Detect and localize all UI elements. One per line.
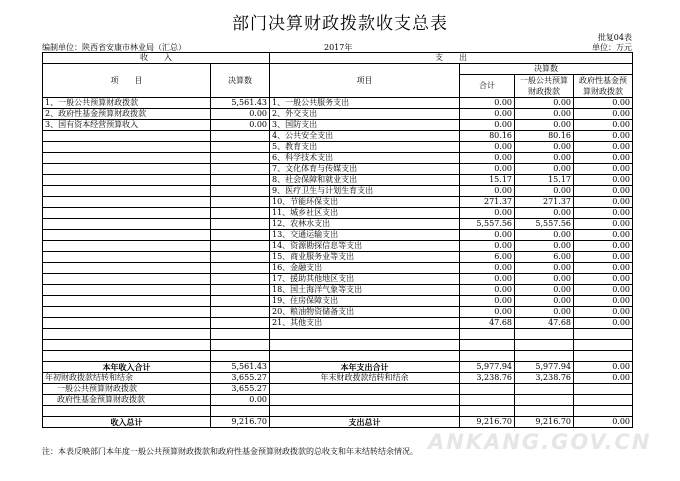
income-item-label: 1、一般公共预算财政拨款: [43, 98, 211, 109]
table-row: [43, 362, 633, 373]
table-footnote: 注：本表反映部门本年度一般公共预算财政拨款和政府性基金预算财政拨款的总收支和年末结转结余情况。: [42, 447, 418, 456]
expense-total-value: 0.00: [460, 285, 515, 296]
income-item-value: 5,561.43: [211, 98, 270, 109]
expense-total-value: 0.00: [460, 98, 515, 109]
empty-cell: [43, 318, 211, 329]
table-row: [43, 373, 633, 384]
expense-fund-value: 0.00: [574, 142, 633, 153]
expense-total-value: 6.00: [460, 252, 515, 263]
empty-cell: [211, 296, 270, 307]
expense-general-value: 0.00: [515, 142, 574, 153]
empty-cell: [43, 241, 211, 252]
empty-cell: [515, 406, 574, 417]
empty-cell: [574, 329, 633, 340]
income-grand-total-value: 9,216.70: [211, 417, 270, 428]
expense-fund-value: 0.00: [574, 197, 633, 208]
table-row: [43, 208, 633, 219]
table-row: [43, 120, 633, 131]
empty-cell: [270, 351, 460, 362]
page-title: 部门决算财政拨款收支总表: [232, 14, 448, 34]
empty-cell: [43, 219, 211, 230]
expense-total-value: 0.00: [460, 153, 515, 164]
expense-total-value: 0.00: [460, 142, 515, 153]
income-section-header: 收 入: [43, 53, 270, 64]
carryover-begin-label: 年初财政拨款结转和结余: [43, 373, 211, 384]
empty-cell: [43, 164, 211, 175]
empty-cell: [211, 329, 270, 340]
empty-cell: [43, 131, 211, 142]
table-row: [43, 318, 633, 329]
table-row: [43, 395, 633, 406]
empty-cell: [43, 186, 211, 197]
expense-fund-value: 0.00: [574, 175, 633, 186]
expense-general-value: 5,557.56: [515, 219, 574, 230]
expense-total-value: 47.68: [460, 318, 515, 329]
empty-cell: [211, 186, 270, 197]
empty-cell: [43, 406, 211, 417]
total-column-header: 合计: [460, 75, 515, 98]
expense-grand-total-label: 支出总计: [270, 417, 460, 428]
empty-cell: [211, 351, 270, 362]
year-income-total-value: 5,561.43: [211, 362, 270, 373]
table-row: [43, 274, 633, 285]
report-year: 2017年: [324, 43, 353, 52]
empty-cell: [43, 153, 211, 164]
expense-fund-value: 0.00: [574, 274, 633, 285]
expense-general-value: 0.00: [515, 164, 574, 175]
income-grand-total-label: 收入总计: [43, 417, 211, 428]
empty-cell: [270, 329, 460, 340]
table-row: [43, 252, 633, 263]
empty-cell: [211, 318, 270, 329]
expense-section-header: 支 出: [270, 53, 633, 64]
empty-cell: [211, 274, 270, 285]
empty-cell: [211, 175, 270, 186]
table-row: [43, 186, 633, 197]
expense-total-value: 0.00: [460, 109, 515, 120]
carry-fund-label: 政府性基金预算财政拨款: [43, 395, 211, 406]
empty-cell: [211, 252, 270, 263]
expense-item-label: 21、其他支出: [270, 318, 460, 329]
empty-cell: [515, 395, 574, 406]
empty-cell: [270, 384, 460, 395]
expense-general-value: 0.00: [515, 274, 574, 285]
expense-fund-value: 0.00: [574, 186, 633, 197]
expense-fund-value: 0.00: [574, 252, 633, 263]
year-income-total-label: 本年收入合计: [43, 362, 211, 373]
empty-cell: [270, 406, 460, 417]
empty-cell: [270, 395, 460, 406]
empty-cell: [211, 142, 270, 153]
compiling-unit: 编制单位：陕西省安康市林业局（汇总）: [42, 43, 186, 52]
general-budget-column-header: 一般公共预算财政拨款: [515, 75, 574, 98]
empty-cell: [43, 208, 211, 219]
empty-cell: [574, 406, 633, 417]
expense-fund-value: 0.00: [574, 219, 633, 230]
expense-item-header: 项目: [270, 64, 460, 98]
expense-general-value: 15.17: [515, 175, 574, 186]
expense-general-value: 0.00: [515, 186, 574, 197]
expense-item-label: 7、文化体育与传媒支出: [270, 164, 460, 175]
expense-total-value: 15.17: [460, 175, 515, 186]
empty-cell: [574, 395, 633, 406]
expense-fund-value: 0.00: [574, 208, 633, 219]
expense-total-value: 0.00: [460, 230, 515, 241]
expense-general-value: 6.00: [515, 252, 574, 263]
empty-cell: [211, 263, 270, 274]
expense-total-value: 80.16: [460, 131, 515, 142]
expense-total-value: 0.00: [460, 307, 515, 318]
empty-cell: [211, 307, 270, 318]
expense-general-value: 0.00: [515, 296, 574, 307]
expense-general-value: 0.00: [515, 241, 574, 252]
empty-cell: [460, 406, 515, 417]
expense-fund-value: 0.00: [574, 307, 633, 318]
table-row: [43, 98, 633, 109]
expense-item-label: 6、科学技术支出: [270, 153, 460, 164]
expense-item-label: 10、节能环保支出: [270, 197, 460, 208]
expense-fund-value: 0.00: [574, 120, 633, 131]
expense-general-value: 0.00: [515, 208, 574, 219]
table-row: [43, 241, 633, 252]
empty-cell: [211, 219, 270, 230]
expense-total-value: 5,557.56: [460, 219, 515, 230]
empty-cell: [270, 340, 460, 351]
expense-item-label: 1、一般公共服务支出: [270, 98, 460, 109]
carryover-end-general-value: 3,238.76: [515, 373, 574, 384]
expense-item-label: 16、金融支出: [270, 263, 460, 274]
empty-cell: [460, 395, 515, 406]
carryover-end-fund-value: 0.00: [574, 373, 633, 384]
expense-general-value: 47.68: [515, 318, 574, 329]
year-expense-total-label: 本年支出合计: [270, 362, 460, 373]
site-watermark: ANKANG.GOV.CN: [428, 430, 652, 454]
expense-fund-value: 0.00: [574, 285, 633, 296]
expense-grand-general-value: 9,216.70: [515, 417, 574, 428]
carry-fund-value: 0.00: [211, 395, 270, 406]
table-row: [43, 406, 633, 417]
empty-cell: [211, 131, 270, 142]
expense-item-label: 13、交通运输支出: [270, 230, 460, 241]
empty-cell: [43, 175, 211, 186]
empty-cell: [515, 329, 574, 340]
expense-general-value: 0.00: [515, 153, 574, 164]
carryover-end-total-value: 3,238.76: [460, 373, 515, 384]
expense-item-label: 17、援助其他地区支出: [270, 274, 460, 285]
expense-fund-value: 0.00: [574, 109, 633, 120]
income-item-value: 0.00: [211, 109, 270, 120]
expense-final-header: 决算数: [460, 64, 633, 75]
empty-cell: [211, 340, 270, 351]
empty-cell: [515, 351, 574, 362]
empty-cell: [515, 340, 574, 351]
empty-cell: [460, 351, 515, 362]
table-row: [43, 307, 633, 318]
table-row: [43, 417, 633, 428]
currency-unit: 单位：万元: [592, 43, 632, 52]
expense-general-value: 0.00: [515, 307, 574, 318]
table-row: [43, 340, 633, 351]
expense-item-label: 12、农林水支出: [270, 219, 460, 230]
expense-general-value: 0.00: [515, 109, 574, 120]
empty-cell: [211, 197, 270, 208]
income-amount-header: 决算数: [211, 64, 270, 98]
empty-cell: [211, 241, 270, 252]
table-row: [43, 230, 633, 241]
expense-item-label: 9、医疗卫生与计划生育支出: [270, 186, 460, 197]
expense-total-value: 0.00: [460, 164, 515, 175]
year-expense-total-value: 5,977.94: [460, 362, 515, 373]
expense-general-value: 80.16: [515, 131, 574, 142]
empty-cell: [43, 296, 211, 307]
expense-total-value: 0.00: [460, 241, 515, 252]
empty-cell: [43, 142, 211, 153]
table-row: [43, 351, 633, 362]
year-expense-general-value: 5,977.94: [515, 362, 574, 373]
expense-fund-value: 0.00: [574, 230, 633, 241]
expense-total-value: 0.00: [460, 296, 515, 307]
expense-general-value: 0.00: [515, 263, 574, 274]
table-row: [43, 131, 633, 142]
table-row: [43, 175, 633, 186]
expense-general-value: 0.00: [515, 285, 574, 296]
carryover-begin-value: 3,655.27: [211, 373, 270, 384]
table-row: [43, 384, 633, 395]
income-item-header: 项 目: [43, 64, 211, 98]
year-expense-fund-value: 0.00: [574, 362, 633, 373]
expense-fund-value: 0.00: [574, 98, 633, 109]
empty-cell: [43, 351, 211, 362]
table-row: [43, 142, 633, 153]
table-row: [43, 153, 633, 164]
empty-cell: [43, 307, 211, 318]
empty-cell: [43, 340, 211, 351]
empty-cell: [460, 340, 515, 351]
expense-item-label: 3、国防支出: [270, 120, 460, 131]
expense-fund-value: 0.00: [574, 296, 633, 307]
expense-fund-value: 0.00: [574, 241, 633, 252]
table-row: [43, 197, 633, 208]
table-row: [43, 219, 633, 230]
empty-cell: [211, 208, 270, 219]
empty-cell: [43, 274, 211, 285]
table-number: 批复04表: [597, 33, 632, 42]
empty-cell: [211, 164, 270, 175]
expense-item-label: 14、资源勘探信息等支出: [270, 241, 460, 252]
expense-fund-value: 0.00: [574, 263, 633, 274]
table-row: [43, 285, 633, 296]
expense-fund-value: 0.00: [574, 164, 633, 175]
empty-cell: [43, 285, 211, 296]
expense-general-value: 0.00: [515, 120, 574, 131]
fund-budget-column-header: 政府性基金预算财政拨款: [574, 75, 633, 98]
empty-cell: [574, 384, 633, 395]
expense-general-value: 0.00: [515, 230, 574, 241]
empty-cell: [43, 329, 211, 340]
expense-total-value: 0.00: [460, 274, 515, 285]
expense-general-value: 271.37: [515, 197, 574, 208]
fiscal-summary-table: [42, 52, 633, 428]
expense-item-label: 15、商业服务业等支出: [270, 252, 460, 263]
expense-grand-fund-value: 0.00: [574, 417, 633, 428]
empty-cell: [211, 406, 270, 417]
expense-fund-value: 0.00: [574, 318, 633, 329]
income-item-value: 0.00: [211, 120, 270, 131]
expense-item-label: 18、国土海洋气象等支出: [270, 285, 460, 296]
carry-general-value: 3,655.27: [211, 384, 270, 395]
empty-cell: [460, 384, 515, 395]
expense-total-value: 0.00: [460, 186, 515, 197]
empty-cell: [211, 285, 270, 296]
expense-item-label: 20、粮油物资储备支出: [270, 307, 460, 318]
table-row: [43, 329, 633, 340]
empty-cell: [211, 153, 270, 164]
empty-cell: [574, 351, 633, 362]
expense-total-value: 0.00: [460, 120, 515, 131]
expense-grand-total-value: 9,216.70: [460, 417, 515, 428]
empty-cell: [43, 252, 211, 263]
table-row: [43, 109, 633, 120]
empty-cell: [43, 197, 211, 208]
expense-general-value: 0.00: [515, 98, 574, 109]
expense-total-value: 0.00: [460, 208, 515, 219]
expense-item-label: 2、外交支出: [270, 109, 460, 120]
expense-item-label: 5、教育支出: [270, 142, 460, 153]
expense-item-label: 19、住房保障支出: [270, 296, 460, 307]
empty-cell: [460, 329, 515, 340]
table-row: [43, 296, 633, 307]
empty-cell: [211, 230, 270, 241]
expense-total-value: 0.00: [460, 263, 515, 274]
expense-item-label: 8、社会保障和就业支出: [270, 175, 460, 186]
table-row: [43, 263, 633, 274]
income-item-label: 3、国有资本经营预算收入: [43, 120, 211, 131]
expense-item-label: 11、城乡社区支出: [270, 208, 460, 219]
expense-item-label: 4、公共安全支出: [270, 131, 460, 142]
table-row: [43, 164, 633, 175]
carryover-end-label: 年末财政拨款结转和结余: [270, 373, 460, 384]
empty-cell: [574, 340, 633, 351]
empty-cell: [43, 263, 211, 274]
empty-cell: [515, 384, 574, 395]
income-item-label: 2、政府性基金预算财政拨款: [43, 109, 211, 120]
empty-cell: [43, 230, 211, 241]
expense-total-value: 271.37: [460, 197, 515, 208]
expense-fund-value: 0.00: [574, 153, 633, 164]
carry-general-label: 一般公共预算财政拨款: [43, 384, 211, 395]
expense-fund-value: 0.00: [574, 131, 633, 142]
